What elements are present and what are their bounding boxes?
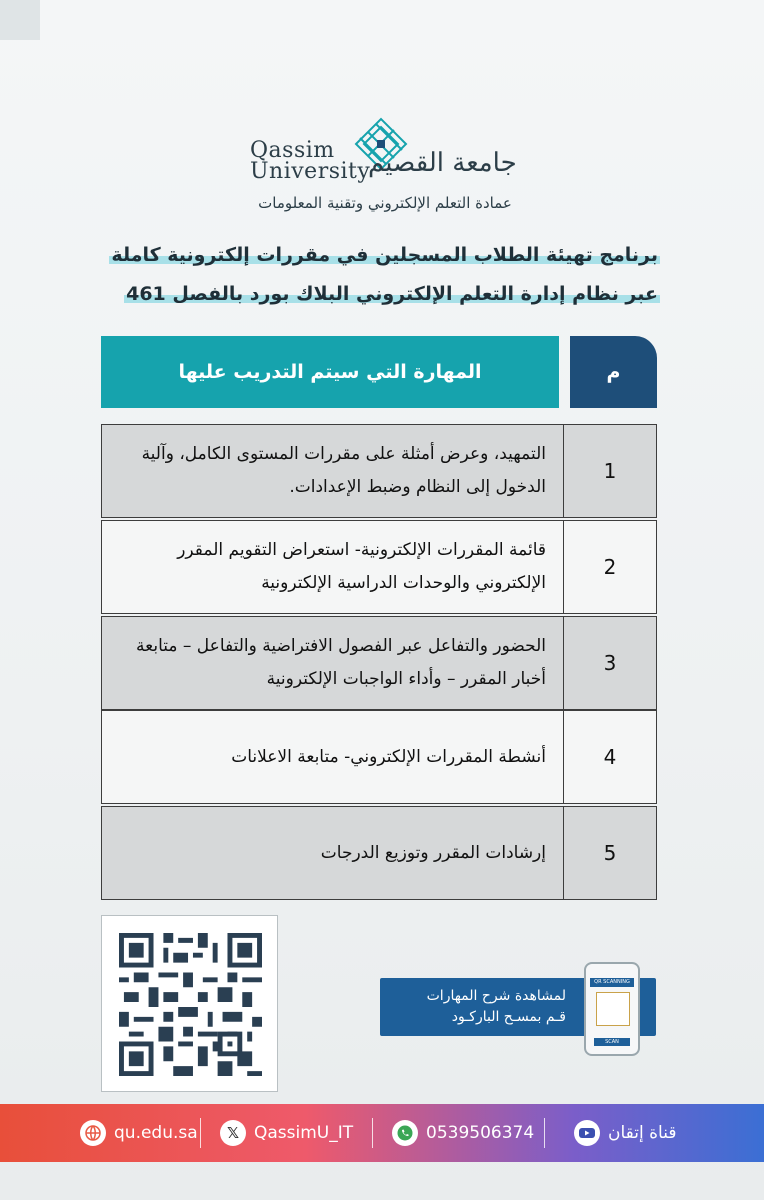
phone-scan-label: SCAN: [594, 1038, 630, 1046]
divider: [200, 1118, 201, 1148]
row-number: 5: [563, 807, 656, 899]
whatsapp-text: 0539506374: [426, 1123, 535, 1143]
university-logo: [250, 112, 520, 222]
whatsapp-link[interactable]: [384, 1104, 534, 1162]
row-text: إرشادات المقرر وتوزيع الدرجات: [320, 842, 546, 863]
logo-english: [250, 140, 370, 182]
row-text: التمهيد، وعرض أمثلة على مقررات المستوى الكامل، وآلية الدخول إلى النظام وضبط الإعدادات.: [141, 444, 546, 497]
scan-line-1: لمشاهدة شرح المهارات: [426, 988, 566, 1004]
row-number: 1: [563, 425, 656, 517]
youtube-icon: [574, 1120, 600, 1146]
title-line-1-text: برنامج تهيئة الطلاب المسجلين في مقررات إلكترونية كاملة: [111, 244, 658, 266]
twitter-link[interactable]: [212, 1104, 353, 1162]
title-line-2: [80, 283, 660, 305]
table-row: [101, 710, 657, 804]
row-text: أنشطة المقررات الإلكتروني- متابعة الاعلانات: [231, 746, 546, 767]
channel-text: قناة إتقان: [608, 1123, 677, 1143]
phone-top-label: QR SCANNING: [590, 978, 634, 987]
header-skill: المهارة التي سيتم التدريب عليها: [101, 336, 559, 408]
logo-en-line1: Qassim: [250, 138, 335, 163]
x-icon: 𝕏: [220, 1120, 246, 1146]
table-row: [101, 424, 657, 518]
phone-qr-icon: [596, 992, 630, 1026]
footer-bar: [0, 1104, 764, 1162]
phone-scan-icon: [584, 962, 640, 1056]
row-number: 3: [563, 617, 656, 709]
scan-line-2: قـم بمسـح الباركـود: [451, 1009, 566, 1025]
website-text: qu.edu.sa: [114, 1123, 198, 1143]
row-text: قائمة المقررات الإلكترونية- استعراض التقويم المقرر الإلكتروني والوحدات الدراسية الإلكترونية: [177, 540, 546, 593]
qr-code-icon: [119, 933, 262, 1076]
row-number: 2: [563, 521, 656, 613]
divider: [544, 1118, 545, 1148]
title-line-2-text: عبر نظام إدارة التعلم الإلكتروني البلاك بورد بالفصل 461: [126, 283, 658, 305]
table-row: [101, 806, 657, 900]
header-number: م: [570, 336, 657, 408]
row-number: 4: [563, 711, 656, 803]
whatsapp-icon: [392, 1120, 418, 1146]
youtube-channel-link[interactable]: [566, 1104, 676, 1162]
website-link[interactable]: [72, 1104, 198, 1162]
qr-code[interactable]: [101, 915, 278, 1092]
title-line-1: [80, 244, 660, 266]
table-row: [101, 616, 657, 710]
logo-en-line2: University: [250, 159, 371, 184]
divider: [372, 1118, 373, 1148]
deanship-name: عمادة التعلم الإلكتروني وتقنية المعلومات: [258, 194, 512, 212]
globe-icon: [80, 1120, 106, 1146]
table-row: [101, 520, 657, 614]
row-text: الحضور والتفاعل عبر الفصول الافتراضية والتفاعل – متابعة أخبار المقرر – وأداء الواجبات الإلكترونية: [136, 636, 546, 689]
logo-arabic: جامعة القصيم: [368, 148, 517, 178]
twitter-text: QassimU_IT: [254, 1123, 354, 1143]
corner-decoration: [0, 0, 40, 40]
